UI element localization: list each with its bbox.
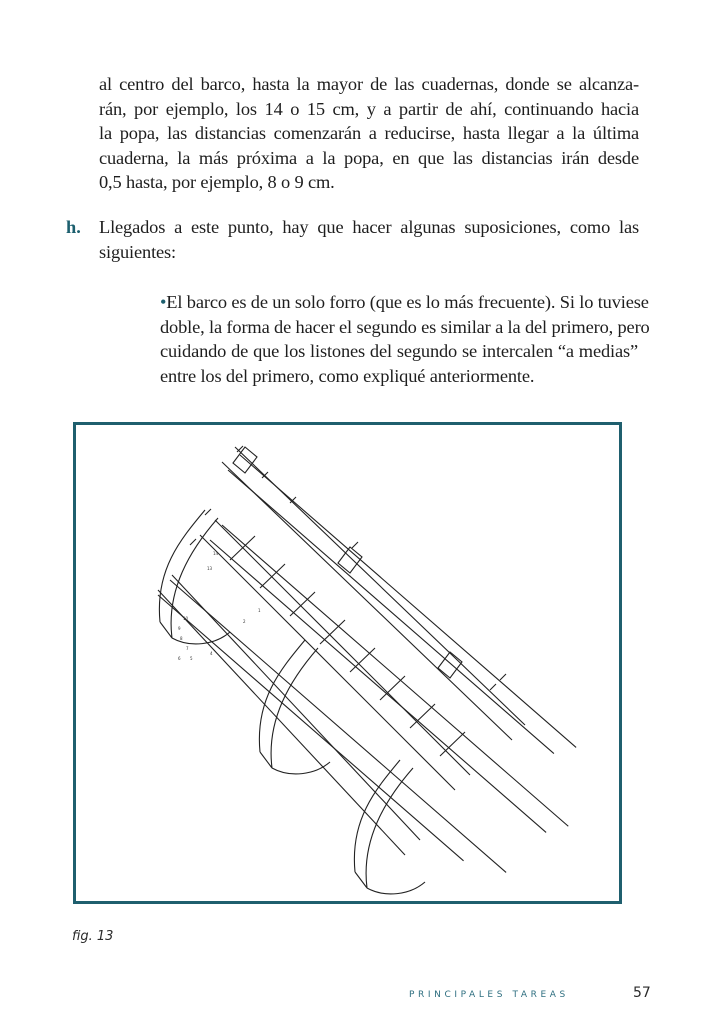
- nail-tick: [500, 674, 506, 680]
- station-label: 9: [178, 626, 181, 631]
- text-line: Llegados a este punto, hay que hacer algunas suposiciones, como las: [99, 217, 639, 237]
- running-head: PRINCIPALES TAREAS: [409, 990, 569, 1000]
- hull-planking-illustration: [76, 425, 619, 901]
- text-line: entre los del primero, como expliqué anteriormente.: [160, 365, 535, 386]
- station-label: 6: [178, 656, 181, 661]
- bullet-item: [160, 290, 650, 388]
- batten-edge: [158, 590, 405, 855]
- station-label: 5: [190, 656, 193, 661]
- page-number: 57: [633, 985, 651, 1001]
- figure-frame: [73, 422, 622, 904]
- station-label: 4: [210, 651, 213, 656]
- text-line: [160, 290, 649, 315]
- station-label: 14: [213, 551, 219, 556]
- plank-edge: [240, 455, 576, 747]
- nail-tick: [190, 539, 196, 545]
- bullet-icon: •: [160, 292, 167, 312]
- text-line: siguientes:: [99, 241, 177, 262]
- plank-edge: [222, 525, 568, 826]
- figure-caption: fig. 13: [72, 929, 114, 944]
- batten-edge: [235, 447, 525, 725]
- text-line: 0,5 hasta, por ejemplo, 8 o 9 cm.: [99, 172, 335, 192]
- text-line: doble, la forma de hacer el segundo es similar a la del primero, pero: [160, 316, 650, 337]
- text-line: rán, por ejemplo, los 14 o 15 cm, y a partir de ahí, continuando hacia: [99, 98, 639, 119]
- nail-tick: [490, 684, 496, 690]
- nail-tick: [205, 509, 211, 515]
- station-label: 1: [258, 608, 261, 613]
- station-label: 13: [207, 566, 213, 571]
- text-line: al centro del barco, hasta la mayor de las cuadernas, donde se alcanza-: [99, 74, 639, 94]
- text-line: cuaderna, la más próxima a la popa, en que las distancias irán desde: [99, 147, 639, 168]
- hull-frame: [259, 640, 330, 774]
- hull-frame: [354, 760, 425, 894]
- plank-joint: [350, 648, 375, 672]
- list-item-h: [99, 215, 639, 264]
- station-label: 2: [243, 619, 246, 624]
- paragraph-continuation: [99, 72, 639, 195]
- station-label: 10: [183, 616, 189, 621]
- station-label: 8: [180, 636, 183, 641]
- batten-edge: [200, 535, 455, 790]
- hull-frame: [159, 510, 230, 644]
- text-line: la popa, las distancias comenzarán a reducirse, hasta llegar a la última: [99, 123, 639, 143]
- plank-edge: [170, 580, 506, 872]
- list-marker-h: h.: [66, 217, 81, 237]
- text-line: cuidando de que los listones del segundo se intercalen “a medias”: [160, 341, 638, 361]
- station-label: 7: [186, 646, 189, 651]
- plank-joint: [320, 620, 345, 644]
- nail-tick: [352, 542, 358, 548]
- bullet-text: El barco es de un solo forro (que es lo más frecuente). Si lo tuviese: [166, 292, 649, 312]
